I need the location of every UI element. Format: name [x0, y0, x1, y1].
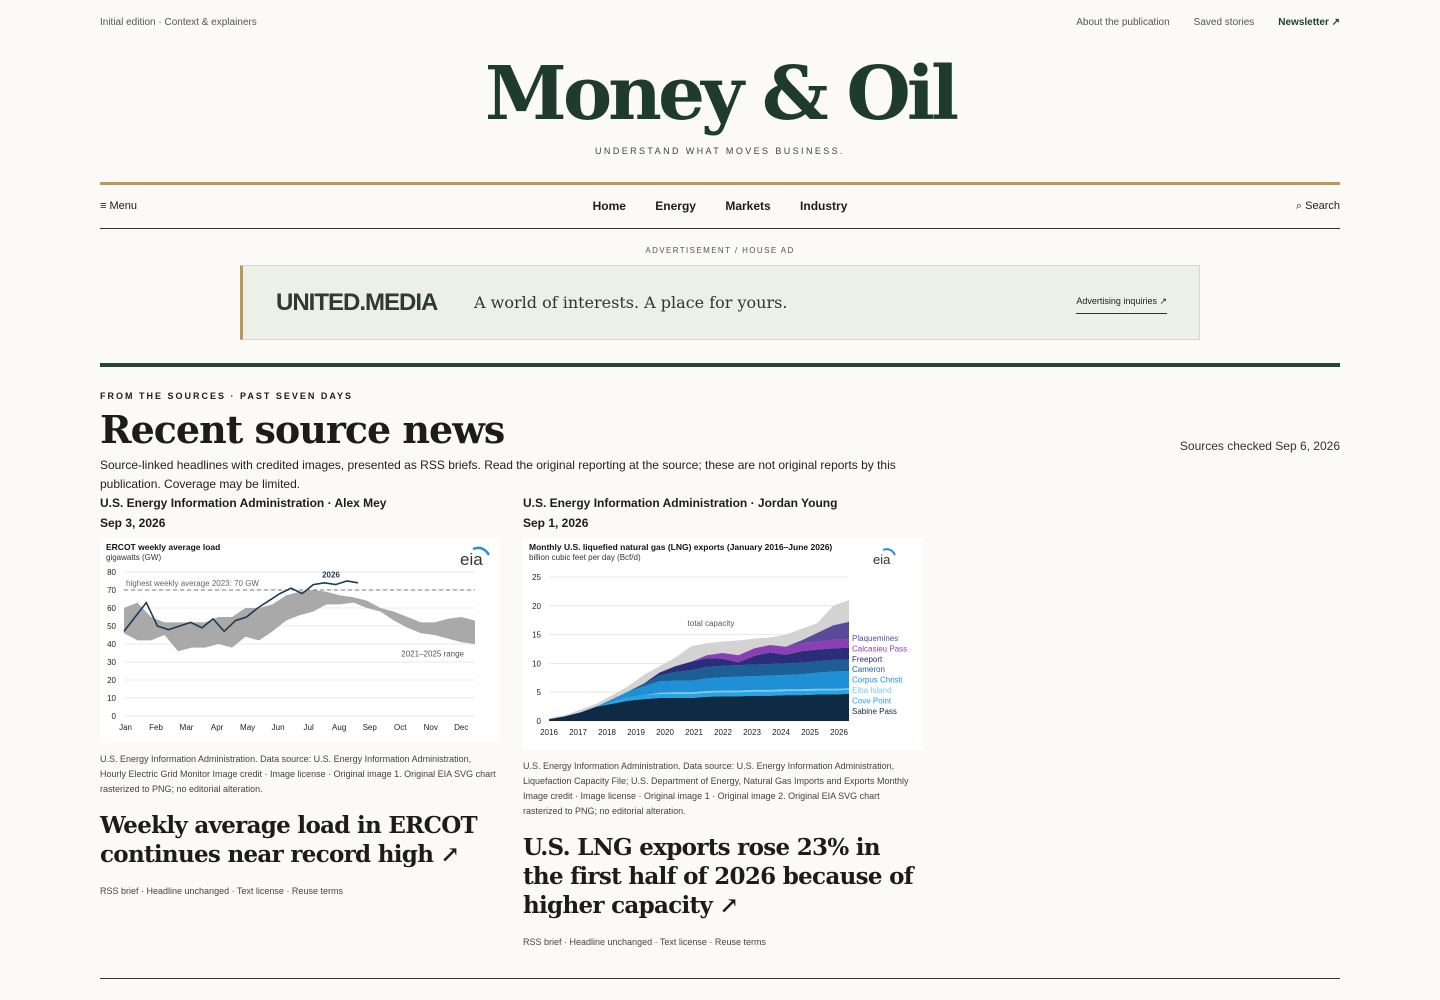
- chart-subtitle: billion cubic feet per day (Bcf/d): [529, 553, 641, 562]
- legend-label: Plaquemines: [852, 634, 899, 643]
- x-tick-label: 2016: [540, 728, 558, 737]
- section-divider: [100, 363, 1340, 367]
- x-tick-label: Jan: [119, 723, 132, 732]
- nav-energy[interactable]: Energy: [655, 199, 696, 213]
- article-image[interactable]: [100, 538, 500, 743]
- x-tick-label: 2021: [685, 728, 703, 737]
- y-tick-label: 60: [107, 604, 116, 613]
- section-kicker: FROM THE SOURCES · PAST SEVEN DAYS: [100, 391, 354, 401]
- article-meta: RSS brief · Headline unchanged · Text license · Reuse terms: [100, 886, 343, 896]
- edition-link[interactable]: Initial edition · Context & explainers: [100, 17, 257, 28]
- x-tick-label: Apr: [210, 723, 224, 732]
- saved-stories-link[interactable]: Saved stories: [1193, 17, 1255, 28]
- y-tick-label: 70: [107, 586, 116, 595]
- legend-label: Calcasieu Pass: [852, 644, 908, 654]
- x-tick-label: Jul: [303, 723, 314, 732]
- newsletter-link[interactable]: Newsletter ↗: [1278, 17, 1340, 28]
- article-date: Sep 3, 2026: [100, 516, 166, 530]
- y-tick-label: 5: [536, 688, 541, 698]
- x-tick-label: 2024: [772, 728, 790, 737]
- eia-logo: eia: [460, 550, 483, 569]
- article-headline[interactable]: Weekly average load in ERCOT continues near record high ↗: [100, 812, 477, 868]
- nav-markets[interactable]: Markets: [725, 199, 771, 213]
- legend-label: Elba Island: [852, 686, 892, 695]
- ad-brand: UNITED.MEDIA: [276, 289, 438, 316]
- y-tick-label: 25: [532, 573, 541, 582]
- y-tick-label: 0: [536, 717, 541, 726]
- x-tick-label: 2025: [801, 728, 819, 737]
- menu-button[interactable]: ≡ Menu: [100, 200, 137, 212]
- search-button[interactable]: ⌕ Search: [1295, 200, 1340, 212]
- image-caption: U.S. Energy Information Administration. Data source: U.S. Energy Information Administration, Liquefaction Capacity File; U.S. Department of Energy, Natural Gas Imports and Exports Monthly Image credit · Image license · Original image 1 · Original image 2. Original EIA SVG chart rasterized to PNG; no editorial alteration.: [523, 761, 909, 816]
- y-tick-label: 10: [532, 659, 541, 669]
- chart-title: ERCOT weekly average load: [106, 542, 221, 552]
- capacity-label: total capacity: [687, 618, 735, 628]
- legend-label: Cameron: [852, 665, 885, 675]
- y-tick-label: 0: [111, 712, 116, 721]
- legend-label: Sabine Pass: [852, 706, 897, 716]
- x-tick-label: Oct: [393, 723, 407, 732]
- site-logo[interactable]: Money & Oil: [484, 51, 956, 137]
- top-bar: [100, 17, 1340, 31]
- y-tick-label: 40: [107, 640, 116, 649]
- tagline: UNDERSTAND WHAT MOVES BUSINESS.: [595, 146, 845, 156]
- y-tick-label: 15: [532, 630, 541, 640]
- lng-exports-chart: [523, 538, 919, 745]
- nav-industry[interactable]: Industry: [800, 199, 848, 213]
- x-tick-label: Nov: [423, 723, 438, 732]
- article-date: Sep 1, 2026: [523, 516, 589, 530]
- x-tick-label: 2023: [743, 728, 761, 737]
- y-tick-label: 50: [107, 622, 116, 631]
- about-link[interactable]: About the publication: [1076, 17, 1170, 28]
- section-intro: Source-linked headlines with credited images, presented as RSS briefs. Read the original reporting at the source; these are not original reports by this publication. Coverage may be limited.: [100, 458, 896, 491]
- x-tick-label: 2026: [830, 728, 848, 737]
- x-tick-label: 2019: [627, 728, 645, 737]
- ad-label: ADVERTISEMENT / HOUSE AD: [645, 246, 795, 255]
- nav-links: [100, 199, 1340, 213]
- x-tick-label: 2020: [656, 728, 674, 737]
- x-tick-label: Dec: [454, 723, 469, 732]
- house-ad[interactable]: [240, 265, 1200, 340]
- article-meta: RSS brief · Headline unchanged · Text license · Reuse terms: [523, 937, 766, 947]
- chart-subtitle: gigawatts (GW): [106, 553, 162, 562]
- masthead: [0, 52, 1440, 156]
- y-tick-label: 10: [107, 694, 116, 703]
- x-tick-label: 2018: [598, 728, 616, 737]
- section-title: Recent source news: [100, 407, 505, 452]
- y-tick-label: 30: [107, 658, 116, 667]
- y-tick-label: 20: [532, 601, 541, 611]
- y-tick-label: 80: [107, 568, 116, 577]
- chart-title: Monthly U.S. liquefied natural gas (LNG) exports (January 2016–June 2026): [529, 542, 833, 552]
- x-tick-label: Aug: [332, 723, 347, 732]
- ercot-load-chart: [100, 538, 496, 738]
- legend-label: Corpus Christi: [852, 675, 903, 685]
- article-source: U.S. Energy Information Administration · Alex Mey: [100, 496, 387, 510]
- bottom-divider: [100, 978, 1340, 979]
- x-tick-label: Mar: [179, 723, 194, 732]
- range-band: [124, 590, 475, 651]
- ad-slogan: A world of interests. A place for yours.: [474, 293, 788, 312]
- series-label: 2026: [322, 570, 340, 580]
- image-caption: U.S. Energy Information Administration. Data source: U.S. Energy Information Administration, Hourly Electric Grid Monitor Image credit · Image license · Original image 1. Original EIA SVG chart rasterized to PNG; no editorial alteration.: [100, 754, 496, 794]
- advertising-inquiries-link[interactable]: Advertising inquiries ↗: [1076, 296, 1167, 314]
- article-headline[interactable]: U.S. LNG exports rose 23% in the first half of 2026 because of higher capacity ↗: [523, 834, 913, 919]
- x-tick-label: Sep: [362, 723, 377, 732]
- range-label: 2021–2025 range: [401, 649, 464, 659]
- article-image[interactable]: [523, 538, 923, 750]
- article-source: U.S. Energy Information Administration · Jordan Young: [523, 496, 838, 510]
- article-card: [100, 493, 500, 896]
- x-tick-label: 2022: [714, 728, 732, 737]
- legend-label: Freeport: [852, 654, 883, 664]
- x-tick-label: May: [240, 723, 256, 732]
- eia-logo: eia: [873, 552, 891, 567]
- article-card: [523, 493, 923, 947]
- sources-checked: Sources checked Sep 6, 2026: [1179, 439, 1340, 453]
- nav-home[interactable]: Home: [592, 199, 626, 213]
- x-tick-label: Feb: [149, 723, 163, 732]
- legend-label: Cove Point: [852, 696, 892, 706]
- y-tick-label: 20: [107, 676, 116, 685]
- x-tick-label: Jun: [271, 723, 285, 732]
- top-links: [1076, 17, 1340, 28]
- x-tick-label: 2017: [569, 728, 587, 737]
- main-nav: [100, 185, 1340, 229]
- reference-label: highest weekly average 2023: 70 GW: [126, 579, 259, 588]
